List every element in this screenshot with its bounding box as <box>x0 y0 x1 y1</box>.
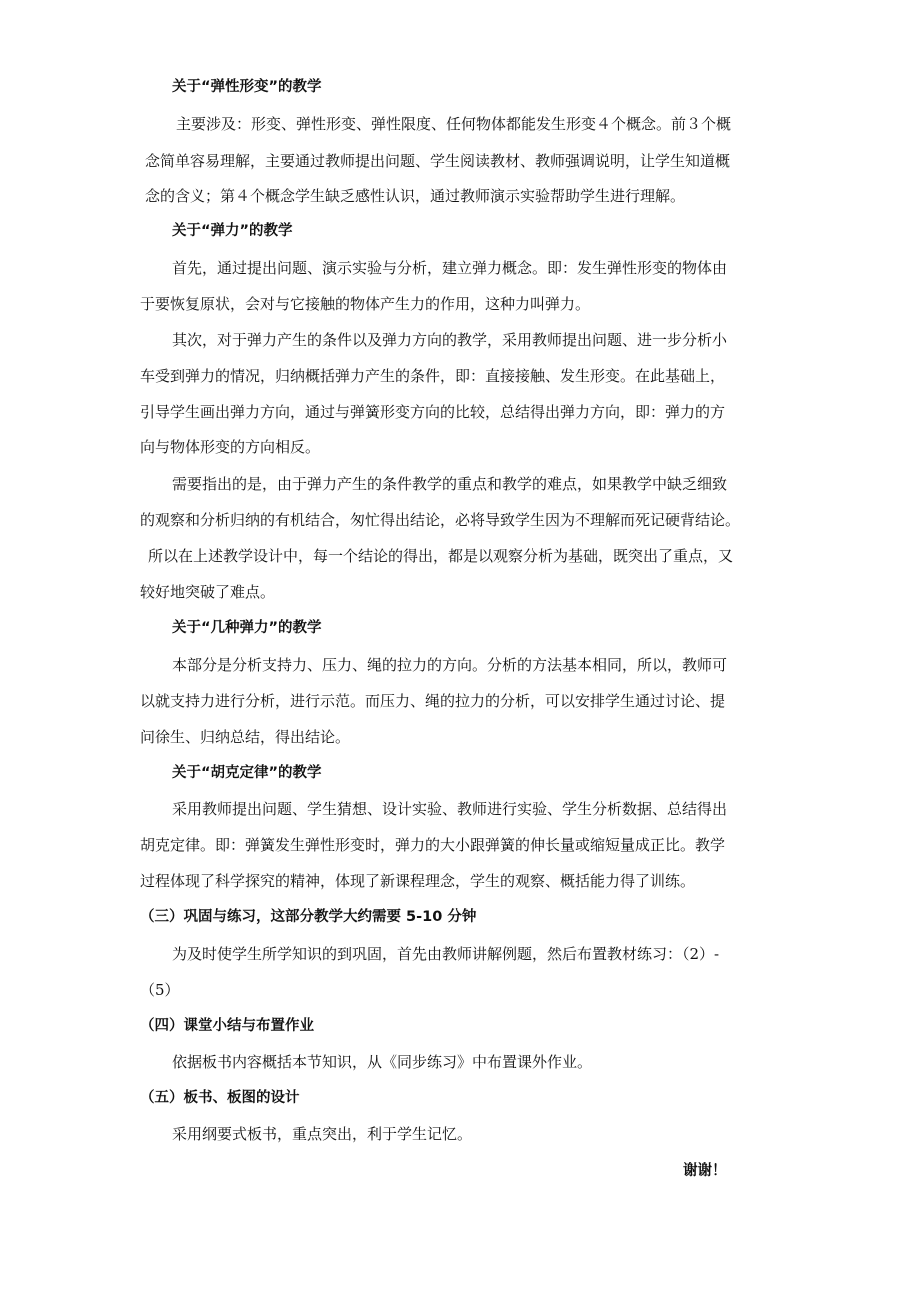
paragraph-line: 引导学生画出弹力方向，通过与弹簧形变方向的比较，总结得出弹力方向，即：弹力的方 <box>140 403 726 421</box>
paragraph-line: 首先，通过提出问题、演示实验与分析，建立弹力概念。即：发生弹性形变的物体由 <box>172 259 728 277</box>
paragraph-line: 念的含义；第４个概念学生缺乏感性认识，通过教师演示实验帮助学生进行理解。 <box>145 187 686 205</box>
paragraph-line: 较好地突破了难点。 <box>140 583 276 601</box>
paragraph-line: 依据板书内容概括本节知识，从《同步练习》中布置课外作业。 <box>172 1053 593 1071</box>
paragraph-line: （5） <box>140 981 180 999</box>
paragraph-line: 以就支持力进行分析，进行示范。而压力、绳的拉力的分析，可以安排学生通过讨论、提 <box>140 692 726 710</box>
paragraph-line: 主要涉及：形变、弹性形变、弹性限度、任何物体都能发生形变４个概念。前３个概 <box>176 115 732 133</box>
paragraph-line: 过程体现了科学探究的精神，体现了新课程理念，学生的观察、概括能力得了训练。 <box>140 872 696 890</box>
paragraph-line: 采用纲要式板书，重点突出，利于学生记忆。 <box>172 1125 473 1143</box>
closing-thanks: 谢谢！ <box>683 1163 727 1179</box>
heading-board-design: （五）板书、板图的设计 <box>140 1090 300 1106</box>
paragraph-line: 采用教师提出问题、学生猜想、设计实验、教师进行实验、学生分析数据、总结得出 <box>172 800 728 818</box>
paragraph-line: 需要指出的是，由于弹力产生的条件教学的重点和教学的难点，如果教学中缺乏细致 <box>172 475 728 493</box>
paragraph-line: 胡克定律。即：弹簧发生弹性形变时，弹力的大小跟弹簧的伸长量或缩短量成正比。教学 <box>140 836 726 854</box>
paragraph-line: 车受到弹力的情况，归纳概括弹力产生的条件，即：直接接触、发生形变。在此基础上， <box>140 367 726 385</box>
heading-consolidation: （三）巩固与练习，这部分教学大约需要 5-10 分钟 <box>140 909 477 925</box>
heading-summary: （四）课堂小结与布置作业 <box>140 1018 314 1034</box>
paragraph-line: 本部分是分析支持力、压力、绳的拉力的方向。分析的方法基本相同，所以，教师可 <box>172 656 728 674</box>
paragraph-line: 其次，对于弹力产生的条件以及弹力方向的教学，采用教师提出问题、进一步分析小 <box>172 331 728 349</box>
paragraph-line: 问徐生、归纳总结，得出结论。 <box>140 728 351 746</box>
heading-several-forces: 关于“几种弹力”的教学 <box>172 620 322 636</box>
heading-elastic-force: 关于“弹力”的教学 <box>172 223 293 239</box>
paragraph-line: 的观察和分析归纳的有机结合，匆忙得出结论，必将导致学生因为不理解而死记硬背结论。 <box>140 511 741 529</box>
paragraph-line: 念简单容易理解，主要通过教师提出问题、学生阅读教材、教师强调说明，让学生知道概 <box>145 152 731 170</box>
heading-hookes-law: 关于“胡克定律”的教学 <box>172 765 322 781</box>
paragraph-line: 向与物体形变的方向相反。 <box>140 438 321 456</box>
heading-elastic-deformation: 关于“弹性形变”的教学 <box>172 79 322 95</box>
paragraph-line: 所以在上述教学设计中，每一个结论的得出，都是以观察分析为基础，既突出了重点，又 <box>148 547 734 565</box>
paragraph-line: 于要恢复原状，会对与它接触的物体产生力的作用，这种力叫弹力。 <box>140 295 591 313</box>
paragraph-line: 为及时使学生所学知识的到巩固，首先由教师讲解例题，然后布置教材练习：（2）- <box>172 945 720 963</box>
